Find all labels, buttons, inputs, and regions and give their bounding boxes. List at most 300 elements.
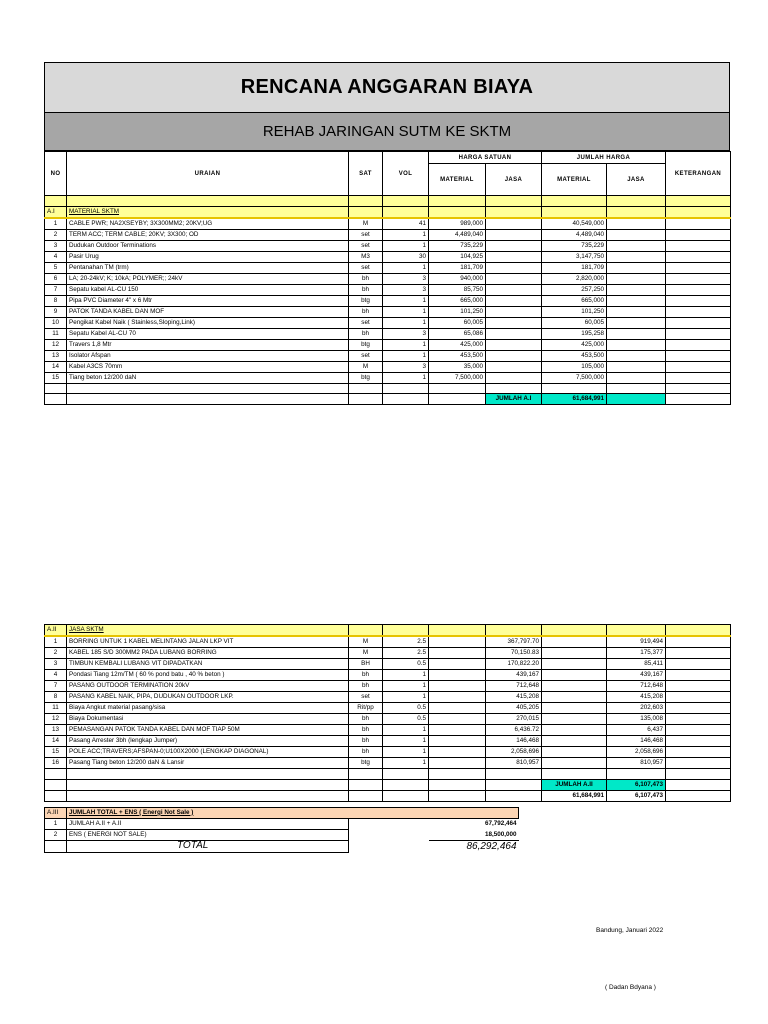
row-sat: bh [349,681,383,692]
row-no: 8 [45,295,67,306]
row-uraian: TIMBUN KEMBALI LUBANG VIT DIPADATKAN [67,659,349,670]
row-harga-material: 101,250 [429,306,486,317]
row-jumlah-material [542,659,607,670]
row-harga-material [429,636,486,648]
row-no: 2 [45,648,67,659]
row-sat: set [349,240,383,251]
row-no: 13 [45,350,67,361]
section-code: A.I [45,206,67,218]
row-harga-jasa: 170,822.20 [486,659,542,670]
row-no: 12 [45,339,67,350]
table-row [45,251,731,262]
row-harga-material [429,725,486,736]
row-uraian: BORRING UNTUK 1 KABEL MELINTANG JALAN LKP VIT [67,636,349,648]
row-vol: 1 [383,670,429,681]
col-harga-jasa: JASA [486,164,542,196]
row-jumlah-material [542,758,607,769]
row-uraian: Sepatu kabel AL-CU 150 [67,284,349,295]
col-no: NO [45,152,67,196]
row-uraian: Biaya Dokumentasi [67,714,349,725]
section-title: MATERIAL SKTM [67,206,349,218]
row-sat: bh [349,284,383,295]
row-harga-material: 735,229 [429,240,486,251]
col-vol: VOL [383,152,429,196]
table-row [45,229,731,240]
table-row [45,317,731,328]
row-vol: 1 [383,240,429,251]
row-uraian: PASANG KABEL NAIK, PIPA, DUDUKAN OUTDOOR LKP. [67,692,349,703]
row-sat: set [349,692,383,703]
row-sat: bh [349,714,383,725]
grand-total-label: TOTAL [67,840,349,852]
row-vol: 1 [383,372,429,383]
row-harga-jasa [486,273,542,284]
row-no: 11 [45,703,67,714]
row-vol: 1 [383,350,429,361]
row-uraian: Pasang Arrester 3bh (lengkap Jumper) [67,736,349,747]
sum-row-a2 [45,790,731,801]
row-harga-jasa: 439,167 [486,670,542,681]
row-no: 7 [45,284,67,295]
row-harga-jasa: 2,058,696 [486,747,542,758]
section-title: JUMLAH TOTAL + ENS ( Energi Not Sale ) [67,807,519,818]
row-jumlah-material: 40,549,000 [542,218,607,230]
row-harga-jasa [486,295,542,306]
row-jumlah-jasa [607,240,666,251]
row-uraian: CABLE PWR; NA2XSEYBY; 3X300MM2; 20KV;UG [67,218,349,230]
row-jumlah-material [542,692,607,703]
row-harga-material: 4,489,040 [429,229,486,240]
row-sat: bh [349,328,383,339]
total-value: 61,684,991 [542,394,607,405]
row-vol: 3 [383,273,429,284]
row-jumlah-material: 181,709 [542,262,607,273]
row-jumlah-jasa: 415,208 [607,692,666,703]
row-harga-material [429,681,486,692]
row-uraian: PASANG OUTDOOR TERMINATION 20kV [67,681,349,692]
row-jumlah-jasa [607,361,666,372]
row-harga-material: 7,500,000 [429,372,486,383]
row-no: 1 [45,218,67,230]
table-row [45,262,731,273]
row-harga-jasa [486,328,542,339]
row-harga-jasa: 415,208 [486,692,542,703]
table-row [45,273,731,284]
row-jumlah-jasa: 712,648 [607,681,666,692]
row-uraian: LA; 20-24kV; K; 10kA; POLYMER;; 24kV [67,273,349,284]
row-no: 15 [45,747,67,758]
empty-row [45,383,731,394]
row-no: 6 [45,273,67,284]
row-no: 10 [45,317,67,328]
row-jumlah-jasa [607,284,666,295]
row-vol: 3 [383,361,429,372]
row-sat: BH [349,659,383,670]
row-sat: set [349,262,383,273]
row-keterangan [666,703,731,714]
row-sat: bh [349,725,383,736]
row-keterangan [666,229,731,240]
row-sat: bh [349,747,383,758]
row-harga-material [429,758,486,769]
row-jumlah-jasa [607,317,666,328]
row-sat: set [349,317,383,328]
row-keterangan [666,339,731,350]
row-keterangan [666,251,731,262]
row-no: 4 [45,251,67,262]
row-no: 1 [45,818,67,829]
row-vol: 1 [383,306,429,317]
row-value: 67,792,464 [485,820,517,828]
row-vol: 1 [383,229,429,240]
row-sat: btg [349,295,383,306]
row-jumlah-material: 101,250 [542,306,607,317]
row-keterangan [666,295,731,306]
row-jumlah-material: 3,147,750 [542,251,607,262]
row-vol: 0.5 [383,714,429,725]
row-vol: 1 [383,725,429,736]
row-no: 11 [45,328,67,339]
row-value: 18,500,000 [429,829,519,840]
row-jumlah-jasa [607,328,666,339]
row-keterangan [666,636,731,648]
row-jumlah-jasa [607,273,666,284]
row-sat: M3 [349,251,383,262]
section-header-a1 [45,206,731,218]
row-jumlah-material: 60,005 [542,317,607,328]
row-vol: 41 [383,218,429,230]
table-row [45,339,731,350]
row-keterangan [666,218,731,230]
row-no: 8 [45,692,67,703]
row-keterangan [666,670,731,681]
row-uraian: Travers 1,8 Mtr [67,339,349,350]
row-harga-jasa [486,284,542,295]
row-harga-jasa: 367,797.70 [486,636,542,648]
row-uraian: POLE ACC;TRAVERS;AFSPAN-0;U100X2000 (LENGKAP DIAGONAL) [67,747,349,758]
col-keterangan: KETERANGAN [666,152,731,196]
grand-total-row [45,840,519,852]
col-jumlah-material: MATERIAL [542,164,607,196]
row-harga-material: 989,000 [429,218,486,230]
total-label: JUMLAH A.II [542,779,607,790]
row-harga-jasa: 270,015 [486,714,542,725]
row-harga-jasa [486,317,542,328]
row-vol: 1 [383,295,429,306]
row-harga-material [429,692,486,703]
row-keterangan [666,372,731,383]
row-jumlah-jasa [607,372,666,383]
table-row [45,736,731,747]
row-harga-material [429,659,486,670]
table-row [45,758,731,769]
row-harga-jasa [486,262,542,273]
table-row [45,306,731,317]
table-row [45,648,731,659]
row-keterangan [666,758,731,769]
row-keterangan [666,350,731,361]
row-harga-jasa: 146,468 [486,736,542,747]
row-harga-material: 940,000 [429,273,486,284]
row-keterangan [666,317,731,328]
row-jumlah-material [542,670,607,681]
row-no: 3 [45,659,67,670]
row-jumlah-material [542,681,607,692]
table-row [45,218,731,230]
row-vol: 1 [383,681,429,692]
row-vol: 1 [383,339,429,350]
row-harga-jasa: 405,205 [486,703,542,714]
row-harga-jasa: 810,957 [486,758,542,769]
row-harga-material [429,648,486,659]
row-uraian: ENS ( ENERGI NOT SALE) [67,829,349,840]
row-keterangan [666,262,731,273]
row-sat: M [349,361,383,372]
row-sat: M [349,636,383,648]
row-harga-jasa [486,339,542,350]
row-keterangan [666,648,731,659]
row-jumlah-material [542,703,607,714]
row-no: 2 [45,829,67,840]
row-sat: set [349,350,383,361]
row-harga-material [429,714,486,725]
row-sat: bh [349,736,383,747]
row-vol: 1 [383,736,429,747]
row-harga-jasa [486,240,542,251]
row-jumlah-jasa [607,251,666,262]
col-uraian: URAIAN [67,152,349,196]
col-harga-satuan: HARGA SATUAN [429,152,542,164]
row-uraian: Dudukan Outdoor Terminations [67,240,349,251]
row-uraian: PATOK TANDA KABEL DAN MOF [67,306,349,317]
row-keterangan [666,240,731,251]
row-no: 3 [45,240,67,251]
table-row [45,692,731,703]
row-harga-material: 181,709 [429,262,486,273]
row-jumlah-material: 425,000 [542,339,607,350]
row-jumlah-material [542,747,607,758]
page-title: RENCANA ANGGARAN BIAYA [44,62,730,113]
row-no: 4 [45,670,67,681]
row-jumlah-jasa: 6,437 [607,725,666,736]
row-vol: 1 [383,692,429,703]
row-harga-material: 60,005 [429,317,486,328]
row-keterangan [666,736,731,747]
table-row [45,681,731,692]
row-keterangan [666,306,731,317]
row-harga-jasa [486,306,542,317]
row-vol: 3 [383,284,429,295]
row-vol: 2.5 [383,636,429,648]
section-header-a2 [45,625,731,637]
row-sat: M [349,648,383,659]
page-subtitle: REHAB JARINGAN SUTM KE SKTM [44,113,730,151]
row-vol: 3 [383,328,429,339]
row-jumlah-jasa: 919,494 [607,636,666,648]
jasa-table [44,624,731,802]
row-jumlah-material: 453,500 [542,350,607,361]
row-keterangan [666,725,731,736]
row-harga-material: 35,000 [429,361,486,372]
row-sat: btg [349,339,383,350]
row-harga-jasa: 70,150.83 [486,648,542,659]
row-uraian: Biaya Angkut material pasang/sisa [67,703,349,714]
row-harga-jasa [486,218,542,230]
signer-name: ( Dadan Bdyana ) [605,984,656,991]
row-jumlah-material: 2,820,000 [542,273,607,284]
row-no: 14 [45,361,67,372]
grand-total-table [44,807,519,853]
row-jumlah-jasa [607,306,666,317]
row-jumlah-jasa: 146,468 [607,736,666,747]
row-harga-material: 665,000 [429,295,486,306]
row-no: 9 [45,306,67,317]
row-harga-jasa [486,251,542,262]
row-jumlah-material: 195,258 [542,328,607,339]
row-jumlah-material: 4,489,040 [542,229,607,240]
row-vol: 0.5 [383,659,429,670]
row-no: 7 [45,681,67,692]
row-jumlah-jasa: 135,008 [607,714,666,725]
row-harga-material [429,670,486,681]
row-jumlah-jasa [607,339,666,350]
row-uraian: Pasang Tiang beton 12/200 daN & Lansir [67,758,349,769]
table-row [45,703,731,714]
row-jumlah-material: 105,000 [542,361,607,372]
row-jumlah-jasa [607,295,666,306]
row-uraian: Pentanahan TM (trm) [67,262,349,273]
row-uraian: Pasir Urug [67,251,349,262]
row-uraian: Sepatu Kabel AL-CU 70 [67,328,349,339]
row-uraian: TERM ACC; TERM CABLE; 20KV; 3X300; OD [67,229,349,240]
row-sat: btg [349,758,383,769]
row-sat: btg [349,372,383,383]
col-jumlah-harga: JUMLAH HARGA [542,152,666,164]
row-keterangan [666,747,731,758]
row-keterangan [666,328,731,339]
grand-total-value: 86,292,464 [466,840,517,852]
sum-material: 61,684,991 [542,790,607,801]
row-jumlah-jasa [607,262,666,273]
row-jumlah-material: 665,000 [542,295,607,306]
row-sat: bh [349,670,383,681]
row-uraian: Isolator Afspan [67,350,349,361]
row-uraian: Pengikat Kabel Naik ( Stainless,Sloping,Link) [67,317,349,328]
row-keterangan [666,273,731,284]
row-uraian: Pipa PVC Diameter 4" x 6 Mtr [67,295,349,306]
row-jumlah-jasa [607,350,666,361]
row-harga-material [429,703,486,714]
row-no: 13 [45,725,67,736]
table-row [45,350,731,361]
row-jumlah-jasa [607,218,666,230]
row-sat: Rit/pp [349,703,383,714]
row-vol: 1 [383,758,429,769]
total-row-a1 [45,394,731,405]
table-row [45,372,731,383]
row-jumlah-material [542,714,607,725]
row-no: 16 [45,758,67,769]
row-jumlah-material [542,648,607,659]
total-label: JUMLAH A.I [486,394,542,405]
row-uraian: PEMASANGAN PATOK TANDA KABEL DAN MOF TIAP 50M [67,725,349,736]
table-row [45,328,731,339]
row-keterangan [666,681,731,692]
row-sat: set [349,229,383,240]
row-harga-material: 425,000 [429,339,486,350]
row-harga-jasa [486,361,542,372]
row-sat: bh [349,273,383,284]
col-jumlah-jasa: JASA [607,164,666,196]
row-keterangan [666,361,731,372]
row-jumlah-jasa: 175,377 [607,648,666,659]
row-jumlah-jasa: 810,957 [607,758,666,769]
table-row [45,659,731,670]
total-value: 6,107,473 [607,779,666,790]
row-vol: 1 [383,747,429,758]
table-row [45,295,731,306]
section-title: JASA SKTM [67,625,349,637]
row-jumlah-material [542,736,607,747]
empty-row [45,769,731,780]
table-row [45,240,731,251]
section-header-a3 [45,807,519,818]
row-vol: 1 [383,317,429,328]
row-keterangan [666,714,731,725]
table-row [45,747,731,758]
spacer-row [45,196,731,207]
col-harga-material: MATERIAL [429,164,486,196]
row-uraian: KABEL 185 S/D 300MM2 PADA LUBANG BORRING [67,648,349,659]
row-vol: 1 [383,262,429,273]
table-row [45,829,519,840]
row-keterangan [666,692,731,703]
row-vol: 2.5 [383,648,429,659]
total-row-a2 [45,779,731,790]
row-jumlah-material: 7,500,000 [542,372,607,383]
row-vol: 0.5 [383,703,429,714]
row-jumlah-jasa: 439,167 [607,670,666,681]
row-jumlah-jasa: 2,058,696 [607,747,666,758]
rab-sheet [44,62,730,853]
row-uraian: JUMLAH A.II + A.II [67,818,349,829]
table-row [45,361,731,372]
row-no: 15 [45,372,67,383]
row-no: 1 [45,636,67,648]
section-code: A.III [45,807,67,818]
row-jumlah-jasa: 202,603 [607,703,666,714]
place-date: Bandung, Januari 2022 [596,927,664,934]
row-no: 14 [45,736,67,747]
row-harga-material: 104,925 [429,251,486,262]
row-jumlah-material [542,636,607,648]
row-harga-material: 65,086 [429,328,486,339]
row-jumlah-material [542,725,607,736]
row-no: 12 [45,714,67,725]
row-vol: 30 [383,251,429,262]
table-row [45,714,731,725]
section-code: A.II [45,625,67,637]
sum-jasa: 6,107,473 [607,790,666,801]
row-harga-material: 453,500 [429,350,486,361]
row-harga-material [429,747,486,758]
row-no: 2 [45,229,67,240]
material-table [44,151,731,405]
row-sat: M [349,218,383,230]
col-sat: SAT [349,152,383,196]
row-keterangan [666,659,731,670]
row-harga-material [429,736,486,747]
